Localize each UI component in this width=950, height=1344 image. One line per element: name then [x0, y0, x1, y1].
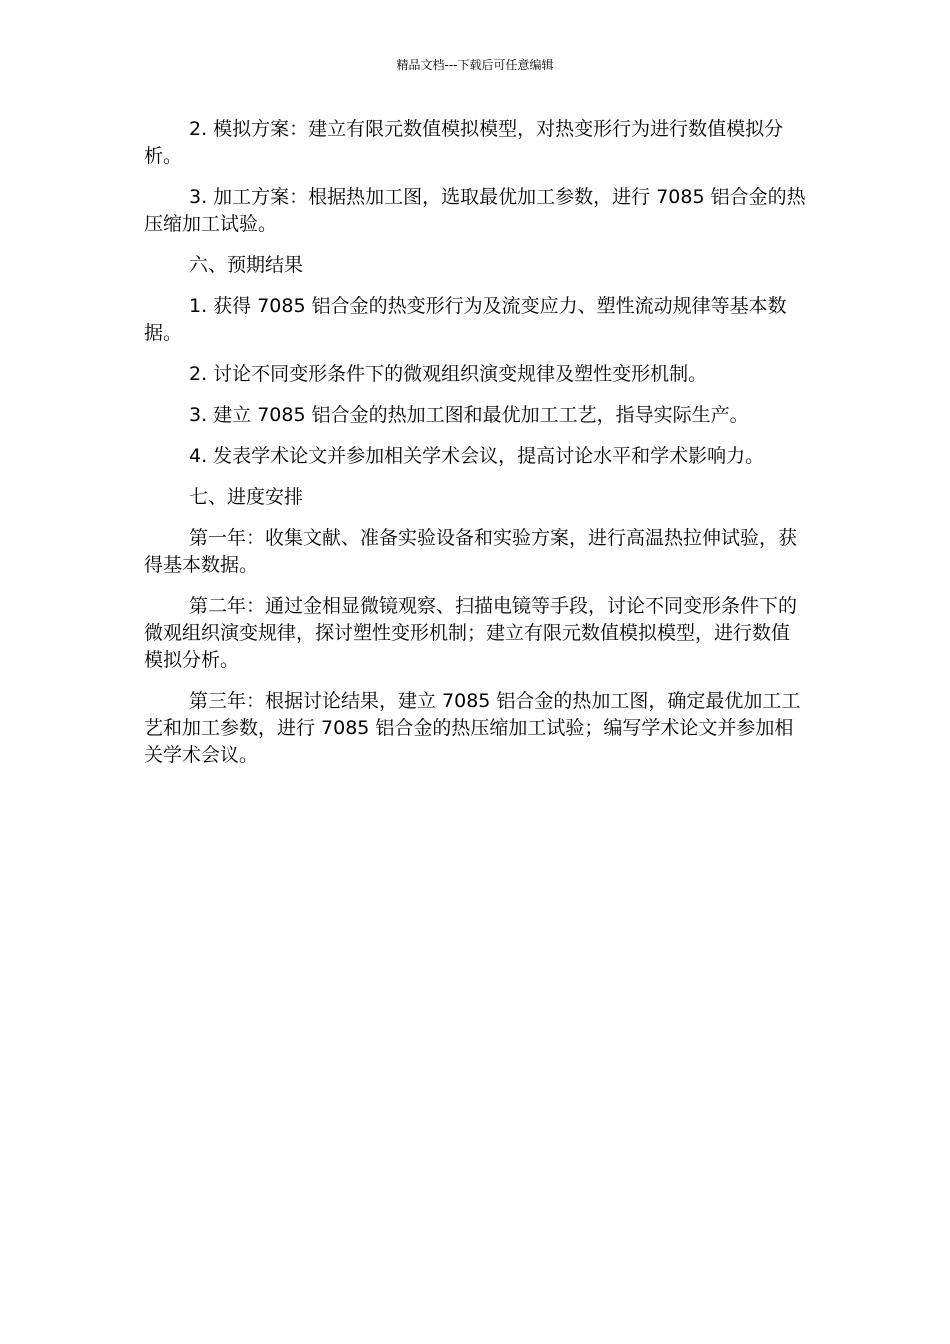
paragraph-result-4: 4. 发表学术论文并参加相关学术会议，提高讨论水平和学术影响力。 [189, 445, 765, 467]
paragraph-schedule-year-2: 第二年：通过金相显微镜观察、扫描电镜等手段，讨论不同变形条件下的微观组织演变规律，探讨塑性变形机制；建立有限元数值模拟模型，进行数值模拟分析。 [144, 595, 798, 671]
paragraph-result-1: 1. 获得 7085 铝合金的热变形行为及流变应力、塑性流动规律等基本数据。 [144, 295, 787, 344]
paragraph-simulation-plan: 2. 模拟方案：建立有限元数值模拟模型，对热变形行为进行数值模拟分析。 [144, 118, 784, 167]
section-heading-schedule: 七、进度安排 [189, 486, 304, 508]
paragraph-result-3: 3. 建立 7085 铝合金的热加工图和最优加工工艺，指导实际生产。 [189, 404, 749, 426]
paragraph-processing-plan: 3. 加工方案：根据热加工图，选取最优加工参数，进行 7085 铝合金的热压缩加工试验。 [144, 186, 806, 235]
paragraph-schedule-year-3: 第三年：根据讨论结果，建立 7085 铝合金的热加工图，确定最优加工工艺和加工参数，进行 7085 铝合金的热压缩加工试验；编写学术论文并参加相关学术会议。 [144, 690, 801, 766]
page-header: 精品文档---下载后可任意编辑 [396, 58, 554, 72]
paragraph-schedule-year-1: 第一年：收集文献、准备实验设备和实验方案，进行高温热拉伸试验，获得基本数据。 [144, 527, 798, 576]
document-body [144, 116, 808, 783]
paragraph-result-2: 2. 讨论不同变形条件下的微观组织演变规律及塑性变形机制。 [189, 363, 708, 385]
section-heading-expected-results: 六、预期结果 [189, 254, 304, 276]
